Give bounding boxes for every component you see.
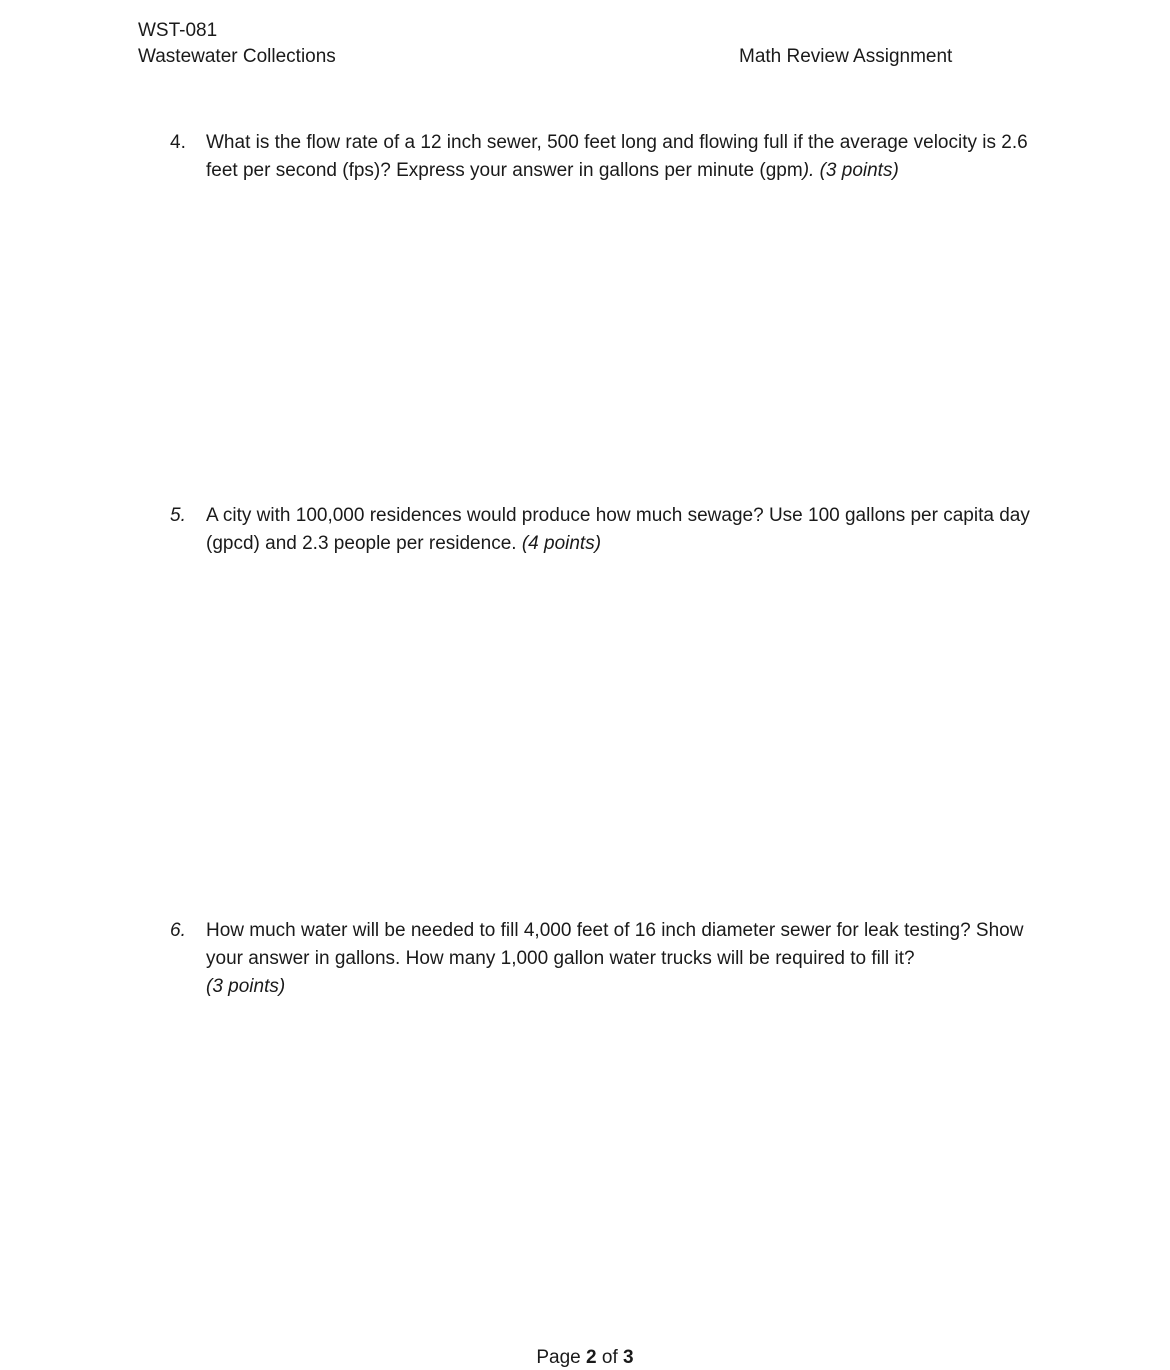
question-5 [170,502,1030,558]
question-4 [170,129,1030,185]
question-text: A city with 100,000 residences would produce how much sewage? Use 100 gallons per capita day (gpcd) and 2.3 people per residence. (4 points) [206,505,1030,554]
course-code: WST-081 [138,20,218,41]
question-text: How much water will be needed to fill 4,000 feet of 16 inch diameter sewer for leak testing? Show your answer in gallons. How many 1,000 gallon water trucks will be required to fill it? (3 points) [206,920,1024,997]
question-6 [170,917,1030,1001]
question-number: 6. [170,920,186,941]
question-points: (3 points) [206,976,286,997]
of-label: of [601,1347,618,1368]
page-label: Page [536,1347,581,1368]
course-name: Wastewater Collections [138,46,336,67]
question-number: 4. [170,132,186,153]
question-text: What is the flow rate of a 12 inch sewer, 500 feet long and flowing full if the average velocity is 2.6 feet per second (fps)? Express your answer in gallons per minute (gpm). (3 points) [206,132,1028,181]
page-number: 2 [586,1347,597,1368]
page-total: 3 [623,1347,634,1368]
page-footer [0,1346,1170,1370]
question-number: 5. [170,505,186,526]
question-points: (3 points) [819,160,899,181]
question-points: (4 points) [521,533,602,554]
assignment-title: Math Review Assignment [739,46,953,67]
